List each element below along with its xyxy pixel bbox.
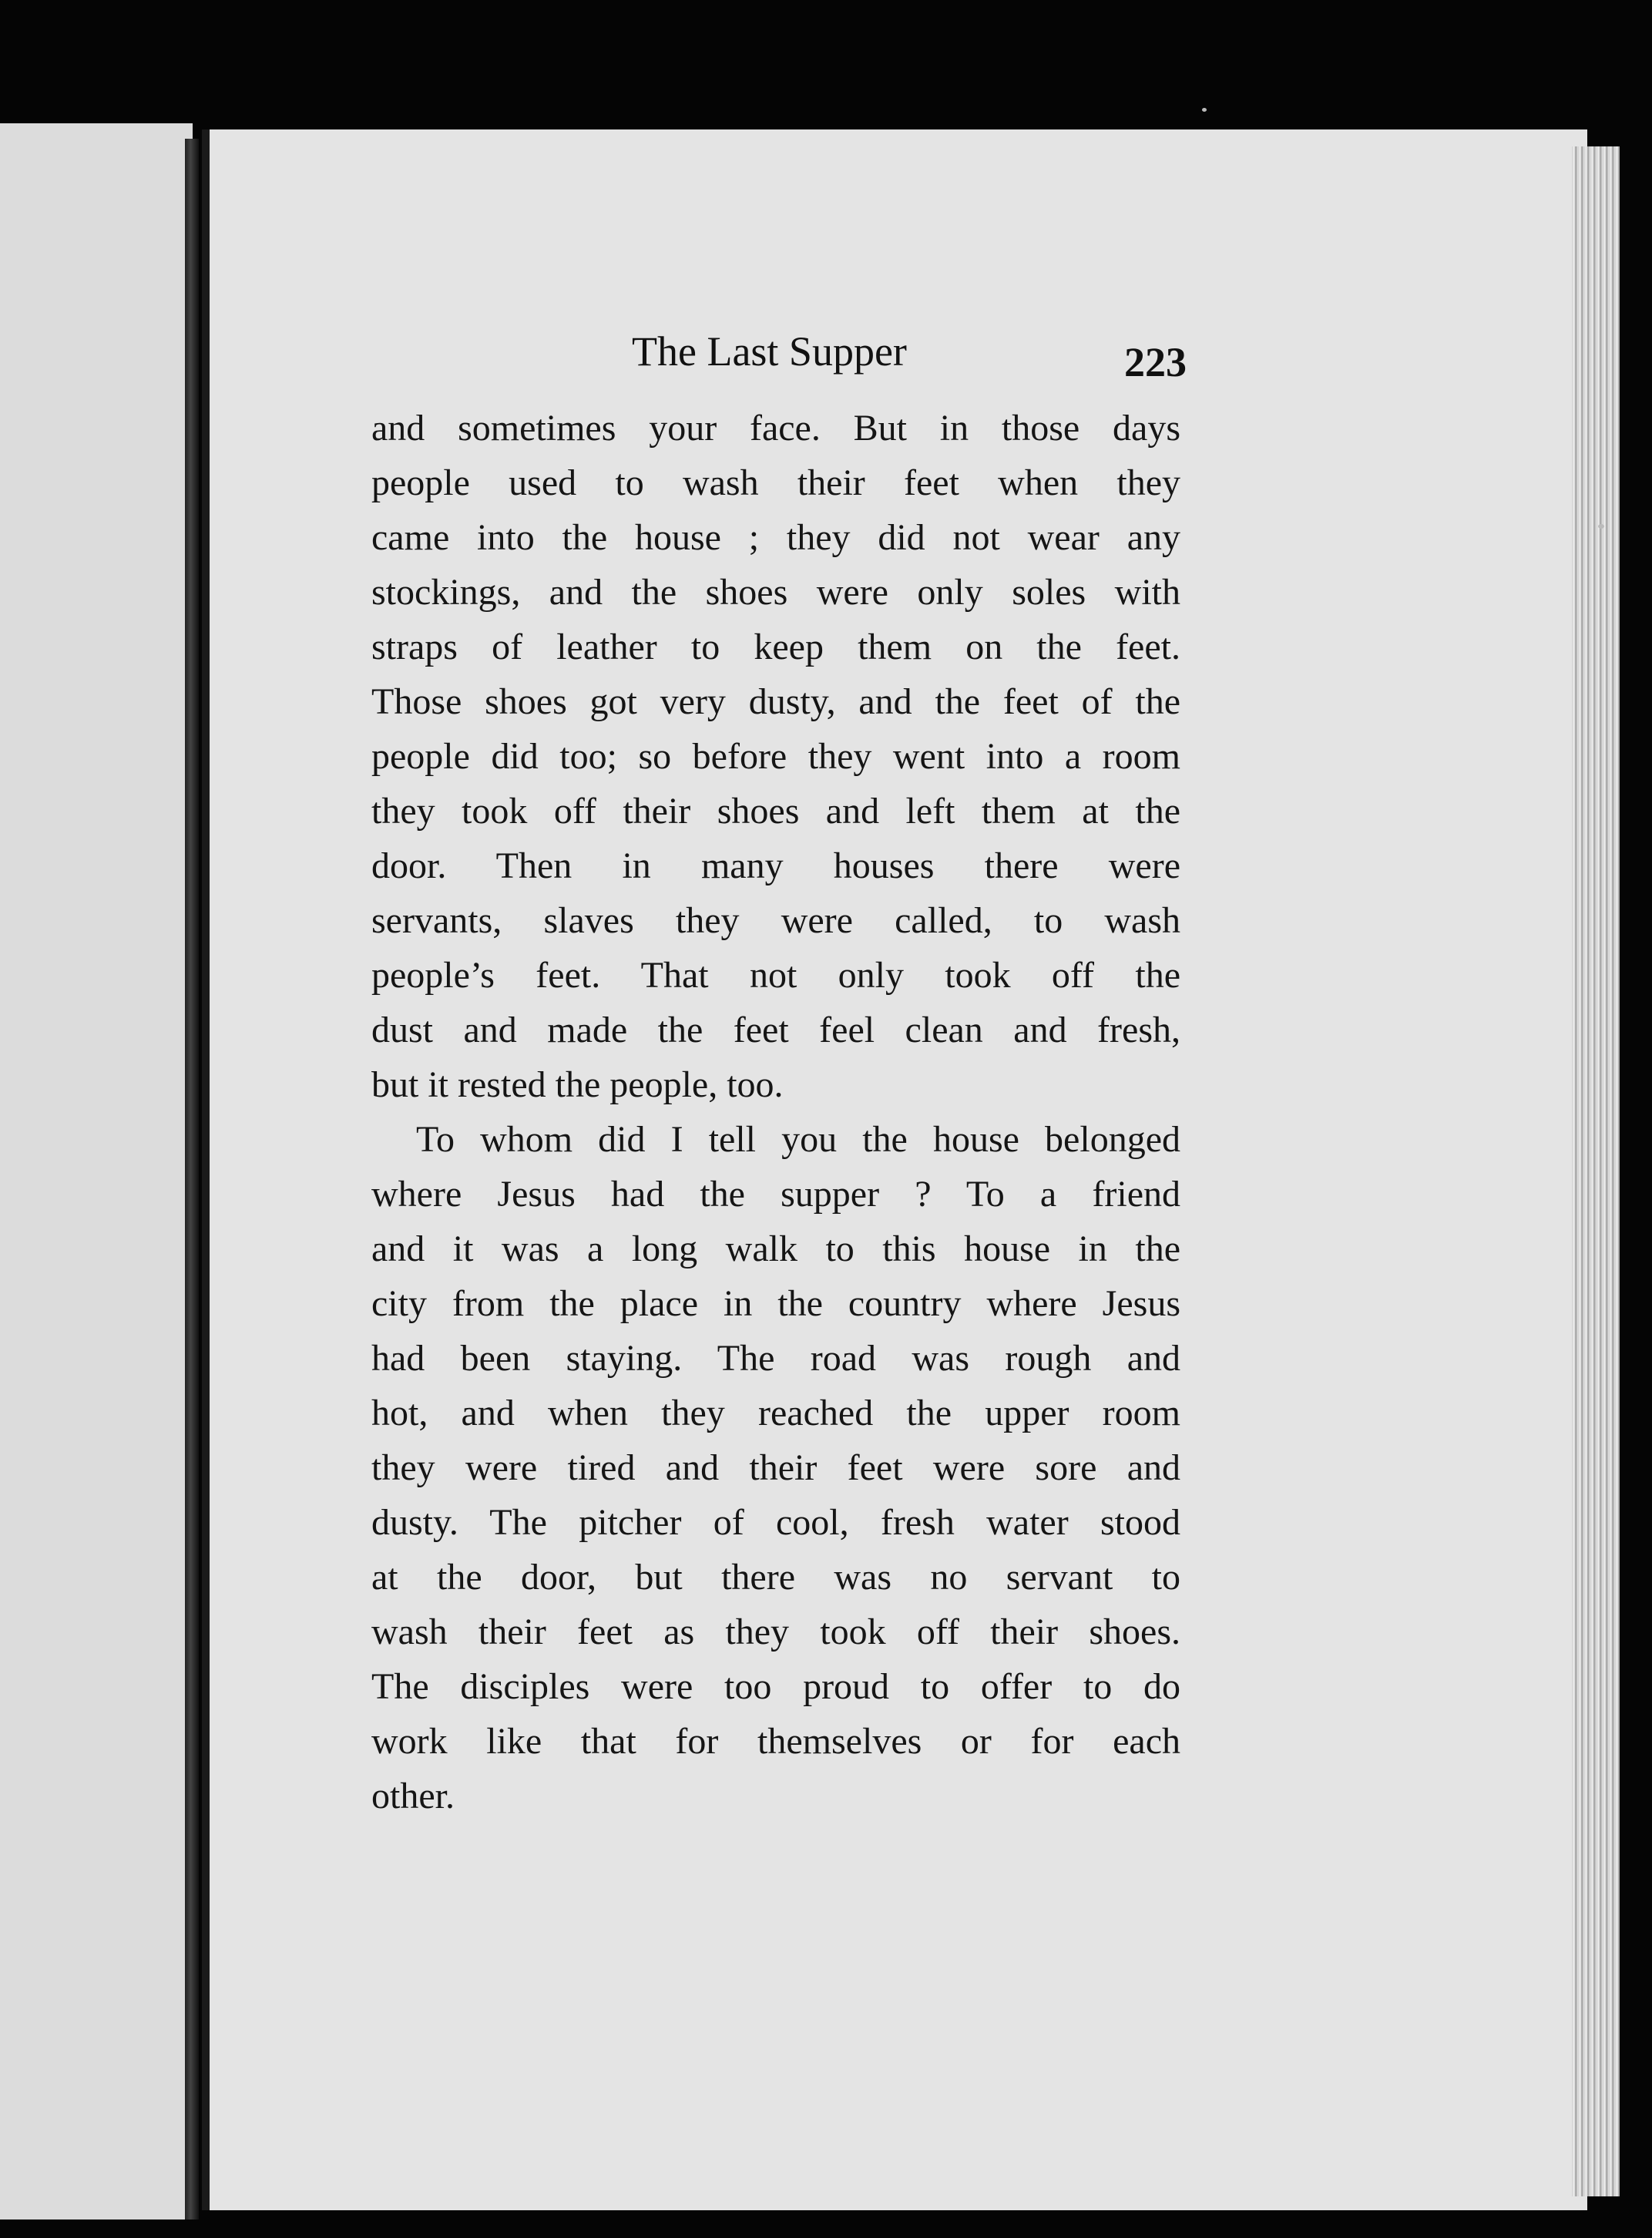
text-line: they were tired and their feet were sore and	[371, 1447, 1180, 1488]
text-line: people did too; so before they went into a room	[371, 736, 1180, 777]
text-line: city from the place in the country where Jesus	[371, 1283, 1180, 1324]
text-line: they took off their shoes and left them at the	[371, 791, 1180, 832]
text-line: had been staying. The road was rough and	[371, 1338, 1180, 1379]
text-line: people used to wash their feet when they	[371, 462, 1180, 503]
text-line: other.	[371, 1776, 455, 1816]
text-line: came into the house ; they did not wear any	[371, 517, 1180, 558]
text-line: work like that for themselves or for each	[371, 1721, 1180, 1762]
text-line: To whom did I tell you the house belonged	[416, 1119, 1180, 1160]
text-line: straps of leather to keep them on the feet.	[371, 627, 1180, 667]
paragraph-1	[371, 401, 1180, 1112]
page-number: 223	[1124, 339, 1187, 385]
text-line: and sometimes your face. But in those days	[371, 408, 1180, 449]
text-line: and it was a long walk to this house in the	[371, 1228, 1180, 1269]
text-line: people’s feet. That not only took off the	[371, 955, 1180, 996]
text-line: wash their feet as they took off their shoes.	[371, 1611, 1180, 1652]
text-line: dusty. The pitcher of cool, fresh water stood	[371, 1502, 1180, 1543]
text-line: Those shoes got very dusty, and the feet of the	[371, 681, 1180, 722]
text-line: The disciples were too proud to offer to do	[371, 1666, 1180, 1707]
previous-page-edge	[0, 123, 193, 2220]
running-head	[632, 328, 1187, 389]
body-text	[371, 401, 1180, 1823]
text-line: hot, and when they reached the upper room	[371, 1393, 1180, 1433]
text-line: where Jesus had the supper ? To a friend	[371, 1174, 1180, 1215]
text-line: dust and made the feet feel clean and fresh,	[371, 1010, 1180, 1050]
paragraph-2	[371, 1112, 1180, 1823]
page-fore-edge	[1572, 146, 1620, 2196]
scan-speck	[1202, 108, 1207, 112]
scan-speck	[1598, 524, 1604, 529]
text-line: stockings, and the shoes were only soles with	[371, 572, 1180, 613]
text-line: servants, slaves they were called, to wash	[371, 900, 1180, 941]
text-line: but it rested the people, too.	[371, 1064, 784, 1105]
running-title: The Last Supper	[632, 328, 907, 375]
text-line: door. Then in many houses there were	[371, 845, 1180, 886]
book-gutter	[185, 139, 199, 2220]
text-line: at the door, but there was no servant to	[371, 1557, 1180, 1598]
